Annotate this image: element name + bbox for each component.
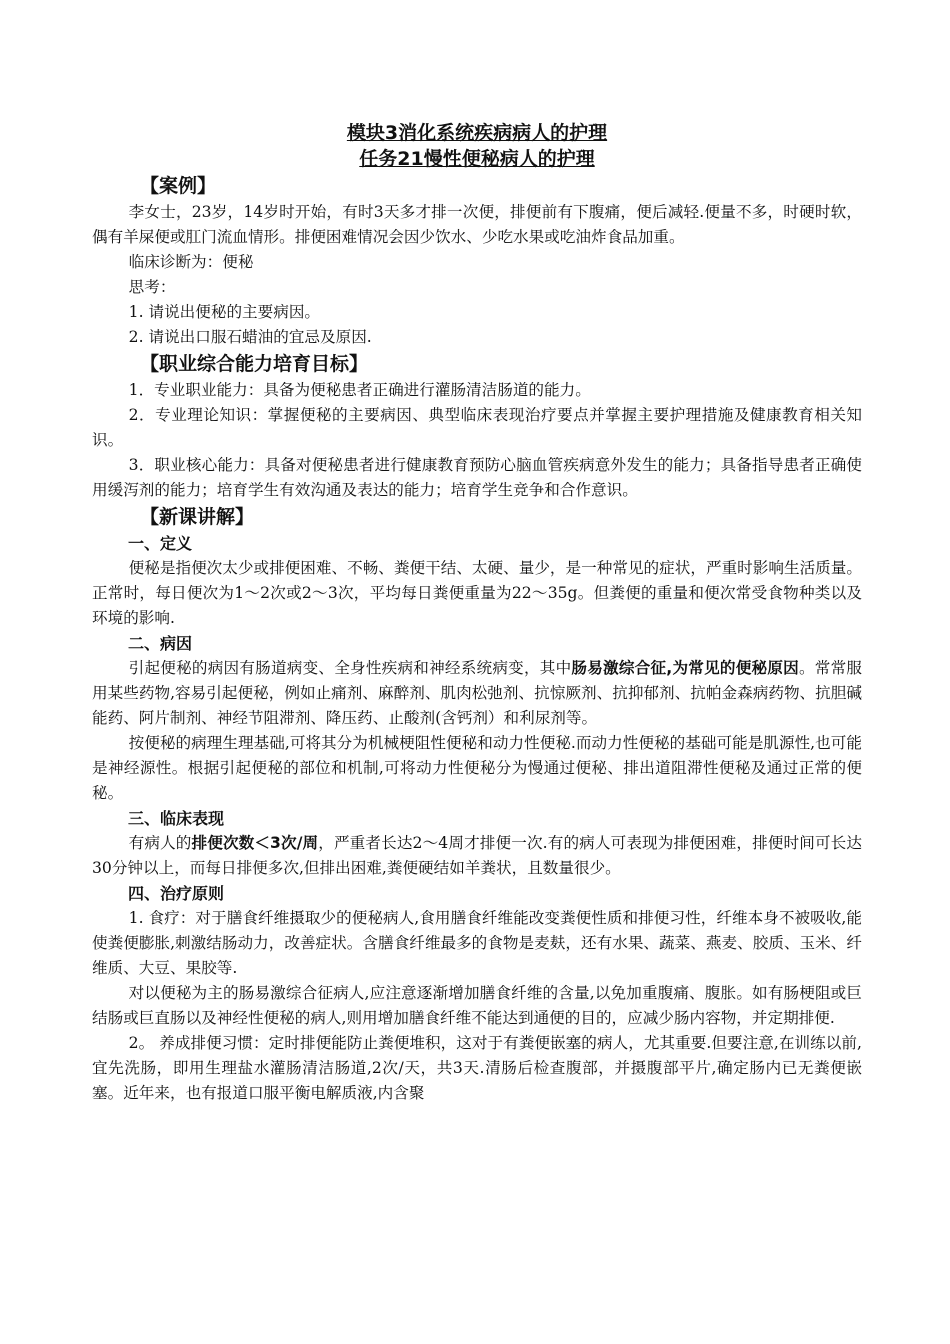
treatment-paragraph-2: 对以便秘为主的肠易激综合征病人,应注意逐渐增加膳食纤维的含量,以免加重腹痛、腹胀。如有肠梗阻或巨结肠或巨直肠以及神经性便秘的病人,则用增加膳食纤维不能达到通便的目的，应减少肠内容物，并定期排便. (92, 984, 862, 1027)
goal-3: 3．职业核心能力：具备对便秘患者进行健康教育预防心脑血管疾病意外发生的能力；具备指导患者正确使用缓泻剂的能力；培育学生有效沟通及表达的能力；培育学生竞争和合作意识。 (92, 456, 862, 499)
etiology-heading: 二、病因 (128, 634, 193, 653)
etiology-paragraph-1: 引起便秘的病因有肠道病变、全身性疾病和神经系统病变，其中肠易激综合征,为常见的便秘原因。常常服用某些药物,容易引起便秘，例如止痛剂、麻醉剂、肌肉松弛剂、抗惊厥剂、抗抑郁剂、抗帕金森病药物、抗胆碱能药、阿片制剂、神经节阻滞剂、降压药、止酸剂(含钙剂）和利尿剂等。 (92, 659, 862, 727)
case-question-2: 2. 请说出口服石蜡油的宜忌及原因. (128, 328, 372, 346)
case-paragraph: 李女士，23岁，14岁时开始，有时3天多才排一次便，排便前有下腹痛，便后减轻.便量不多，时硬时软，偶有羊屎便或肛门流血情形。排便困难情况会因少饮水、少吃水果或吃油炸食品加重。 (92, 203, 862, 246)
goal-1: 1．专业职业能力：具备为便秘患者正确进行灌肠清洁肠道的能力。 (128, 381, 591, 399)
treatment-heading: 四、治疗原则 (128, 884, 225, 903)
clinical-emphasis: 排便次数＜3次/周 (191, 834, 319, 852)
task-title: 任务21慢性便秘病人的护理 (359, 148, 595, 170)
case-think: 思考： (128, 278, 176, 296)
case-heading: 【案例】 (140, 175, 217, 197)
case-question-1: 1. 请说出便秘的主要病因。 (128, 303, 321, 321)
module-title: 模块3消化系统疾病病人的护理 (346, 122, 608, 144)
lesson-heading: 【新课讲解】 (140, 506, 255, 528)
clinical-paragraph: 有病人的排便次数＜3次/周，严重者长达2～4周才排便一次.有的病人可表现为排便困难，排便时间可长达30分钟以上，而每日排便多次,但排出困难,粪便硬结如羊粪状，且数量很少。 (92, 834, 862, 877)
treatment-paragraph-3: 2。 养成排便习惯：定时排便能防止粪便堆积，这对于有粪便嵌塞的病人，尤其重要.但要注意,在训练以前,宜先洗肠，即用生理盐水灌肠清洁肠道,2次/天，共3天.清肠后检查腹部，并摄腹部平片,确定肠内已无粪便嵌塞。近年来，也有报道口服平衡电解质液,内含聚 (92, 1034, 862, 1102)
etiology-emphasis: 肠易激综合征,为常见的便秘原因 (571, 659, 799, 677)
goal-2: 2．专业理论知识：掌握便秘的主要病因、典型临床表现治疗要点并掌握主要护理措施及健康教育相关知识。 (92, 406, 862, 449)
definition-paragraph: 便秘是指便次太少或排便困难、不畅、粪便干结、太硬、量少，是一种常见的症状，严重时影响生活质量。正常时，每日便次为1～2次或2～3次，平均每日粪便重量为22～35g。但粪便的重量和便次常受食物种类以及环境的影响. (92, 559, 862, 627)
document-page (92, 120, 862, 1106)
clinical-heading: 三、临床表现 (128, 809, 225, 828)
case-diagnosis: 临床诊断为：便秘 (128, 253, 254, 271)
treatment-paragraph-1: 1. 食疗：对于膳食纤维摄取少的便秘病人,食用膳食纤维能改变粪便性质和排便习性，纤维本身不被吸收,能使粪便膨胀,刺激结肠动力，改善症状。含膳食纤维最多的食物是麦麸，还有水果、蔬菜、燕麦、胶质、玉米、纤维质、大豆、果胶等. (92, 909, 862, 977)
definition-heading: 一、定义 (128, 534, 193, 553)
goals-heading: 【职业综合能力培育目标】 (140, 353, 369, 375)
etiology-paragraph-2: 按便秘的病理生理基础,可将其分为机械梗阻性便秘和动力性便秘.而动力性便秘的基础可能是肌源性,也可能是神经源性。根据引起便秘的部位和机制,可将动力性便秘分为慢通过便秘、排出道阻滞性便秘及通过正常的便秘。 (92, 734, 862, 802)
